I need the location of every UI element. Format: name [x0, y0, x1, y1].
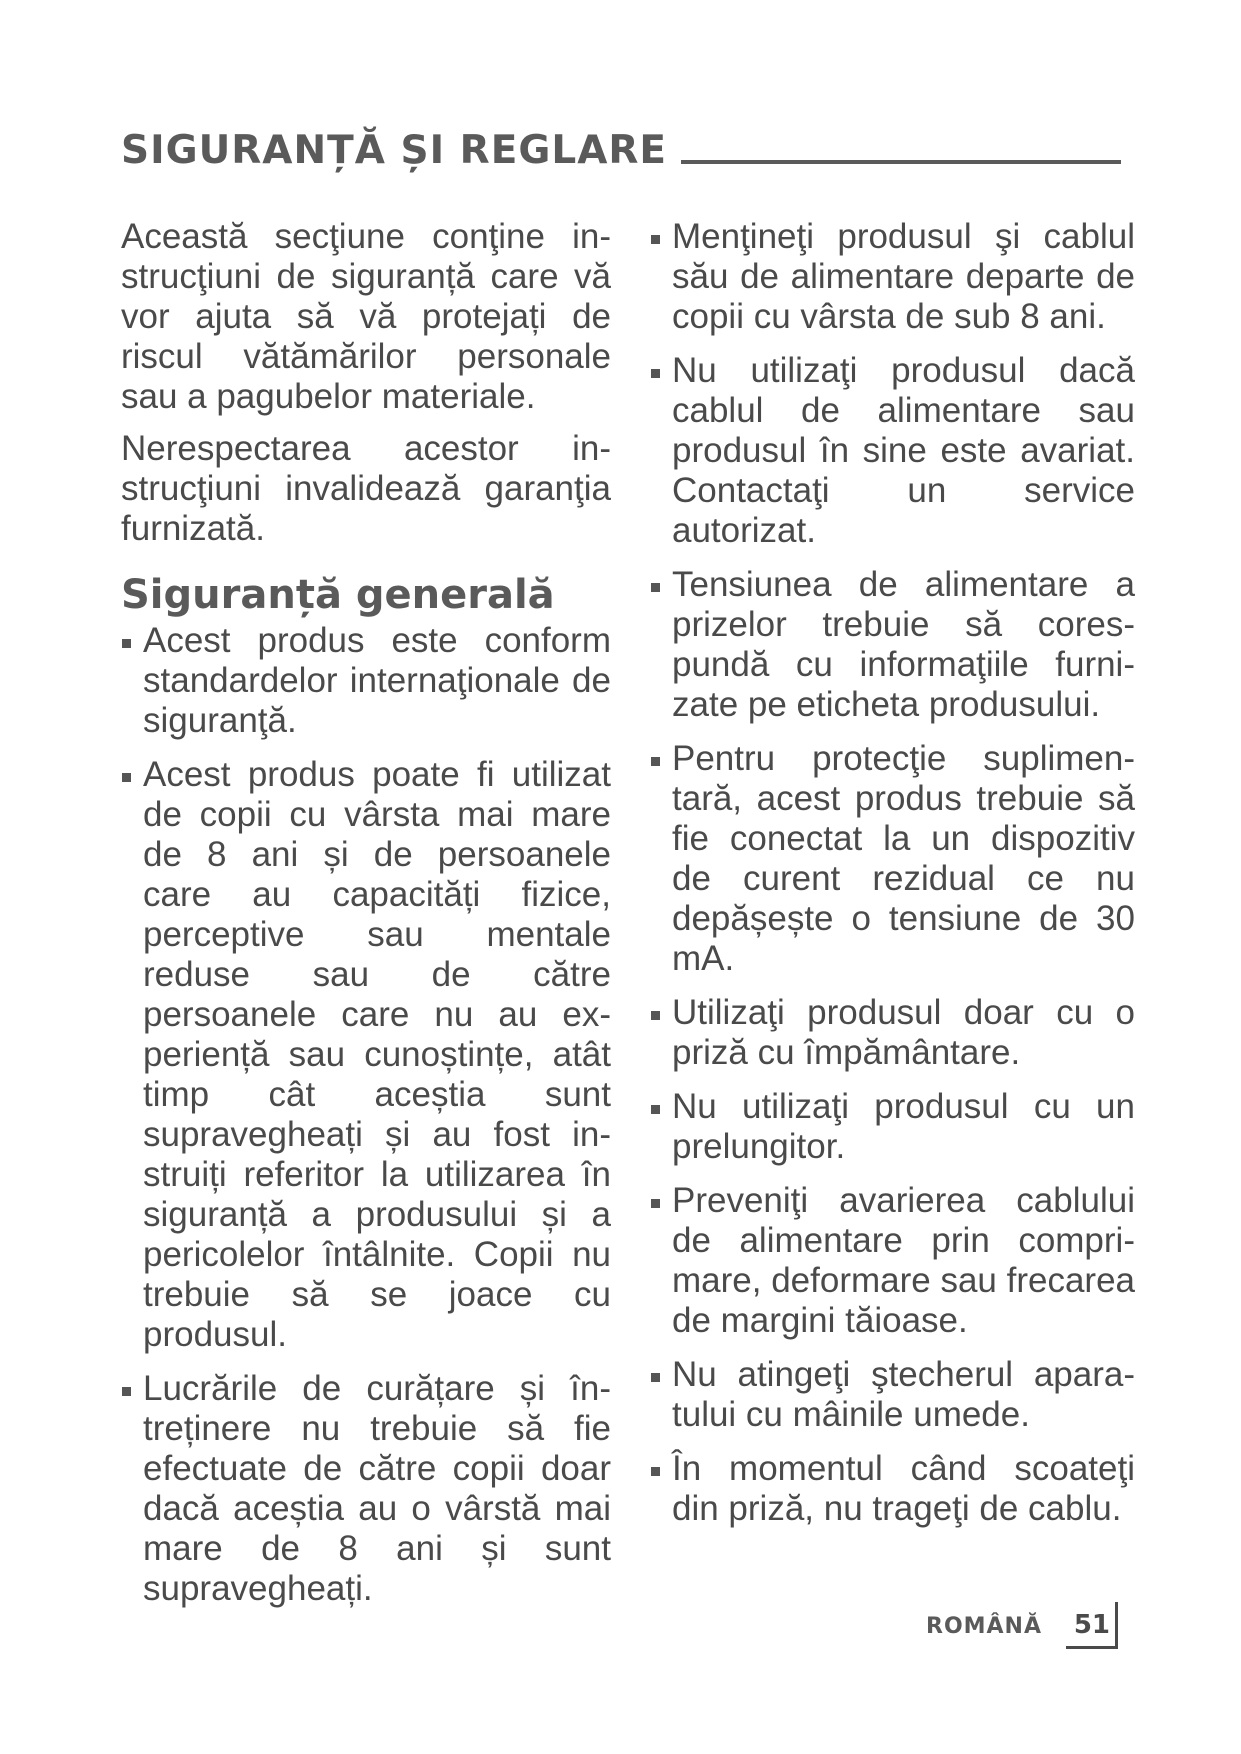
intro-paragraph: Această secţiune conţine instrucţiuni de siguranță care vă vor ajuta să vă protejați de riscul vătămărilor personale sau a pagubelor materiale. — [121, 217, 611, 416]
page-number: 51 — [1073, 1610, 1110, 1640]
left-bullet-list — [121, 621, 611, 1609]
footer-corner-horizontal — [1066, 1646, 1118, 1649]
section-header — [121, 110, 1121, 173]
list-item — [650, 1355, 1135, 1435]
header-rule — [681, 160, 1121, 164]
list-item — [121, 755, 611, 1355]
footer-corner-vertical — [1115, 1602, 1118, 1648]
right-bullet-list — [650, 217, 1135, 1529]
list-item-text: Acest produs poate fi utilizat de copii cu vârsta mai mare de 8 ani și de persoanele care au capacități fizice, perceptive sau mentale reduse sau de către persoanele care nu au experiență sau cunoștințe, atât timp cât aceștia sunt supravegheați și au fost instruiți referitor la utilizarea în siguranță a produsului și a pericolelor întâlnite. Copii nu trebuie să se joace cu produsul. — [143, 755, 611, 1354]
list-item-text: Tensiunea de alimentare a prizelor trebuie să corespundă cu informaţiile furnizate pe eticheta produsului. — [672, 565, 1135, 724]
list-item — [650, 993, 1135, 1073]
list-item — [650, 1181, 1135, 1341]
list-item — [650, 565, 1135, 725]
bullet-square-icon — [651, 235, 660, 244]
list-item — [650, 351, 1135, 551]
list-item-text: În momentul când scoateţi din priză, nu trageţi de cablu. — [672, 1449, 1135, 1528]
bullet-square-icon — [651, 1011, 660, 1020]
bullet-square-icon — [651, 1105, 660, 1114]
list-item-text: Lucrările de curățare și întreținere nu trebuie să fie efectuate de către copii doar dacă aceștia au o vârstă mai mare de 8 ani și sunt supravegheați. — [143, 1369, 611, 1608]
list-item-text: Nu utilizaţi produsul dacă cablul de alimentare sau produsul în sine este avariat. Contactaţi un service autorizat. — [672, 351, 1135, 550]
list-item-text: Utilizaţi produsul doar cu o priză cu împământare. — [672, 993, 1135, 1072]
bullet-square-icon — [122, 1387, 131, 1396]
list-item-text: Menţineţi produsul şi cablul său de alimentare departe de copii cu vârsta de sub 8 ani. — [672, 217, 1135, 336]
list-item-text: Nu atingeţi ştecherul aparatului cu mâinile umede. — [672, 1355, 1135, 1434]
bullet-square-icon — [651, 1373, 660, 1382]
list-item-text: Acest produs este conform standardelor internaţionale de siguranţă. — [143, 621, 611, 740]
bullet-square-icon — [651, 757, 660, 766]
left-column — [121, 217, 611, 1623]
right-column — [650, 217, 1135, 1543]
bullet-square-icon — [122, 639, 131, 648]
bullet-square-icon — [122, 773, 131, 782]
list-item — [650, 739, 1135, 979]
warranty-paragraph: Nerespectarea acestor instrucţiuni invalidează garanţia furnizată. — [121, 429, 611, 548]
list-item — [121, 621, 611, 741]
list-item-text: Pentru protecţie suplimentară, acest produs trebuie să fie conectat la un dispozitiv de curent rezidual ce nu depășește o tensiune de 30 mA. — [672, 739, 1135, 978]
bullet-square-icon — [651, 369, 660, 378]
page-footer — [926, 1602, 1130, 1652]
page-title: SIGURANȚĂ ȘI REGLARE — [121, 128, 668, 173]
footer-language: ROMÂNĂ — [926, 1614, 1042, 1639]
list-item — [650, 1449, 1135, 1529]
bullet-square-icon — [651, 1199, 660, 1208]
list-item — [121, 1369, 611, 1609]
list-item — [650, 1087, 1135, 1167]
general-safety-heading: Siguranță generală — [121, 572, 555, 618]
bullet-square-icon — [651, 1467, 660, 1476]
list-item-text: Nu utilizaţi produsul cu un prelungitor. — [672, 1087, 1135, 1166]
list-item — [650, 217, 1135, 337]
bullet-square-icon — [651, 583, 660, 592]
list-item-text: Preveniţi avarierea cablului de alimentare prin comprimare, deformare sau frecarea de margini tăioase. — [672, 1181, 1135, 1340]
